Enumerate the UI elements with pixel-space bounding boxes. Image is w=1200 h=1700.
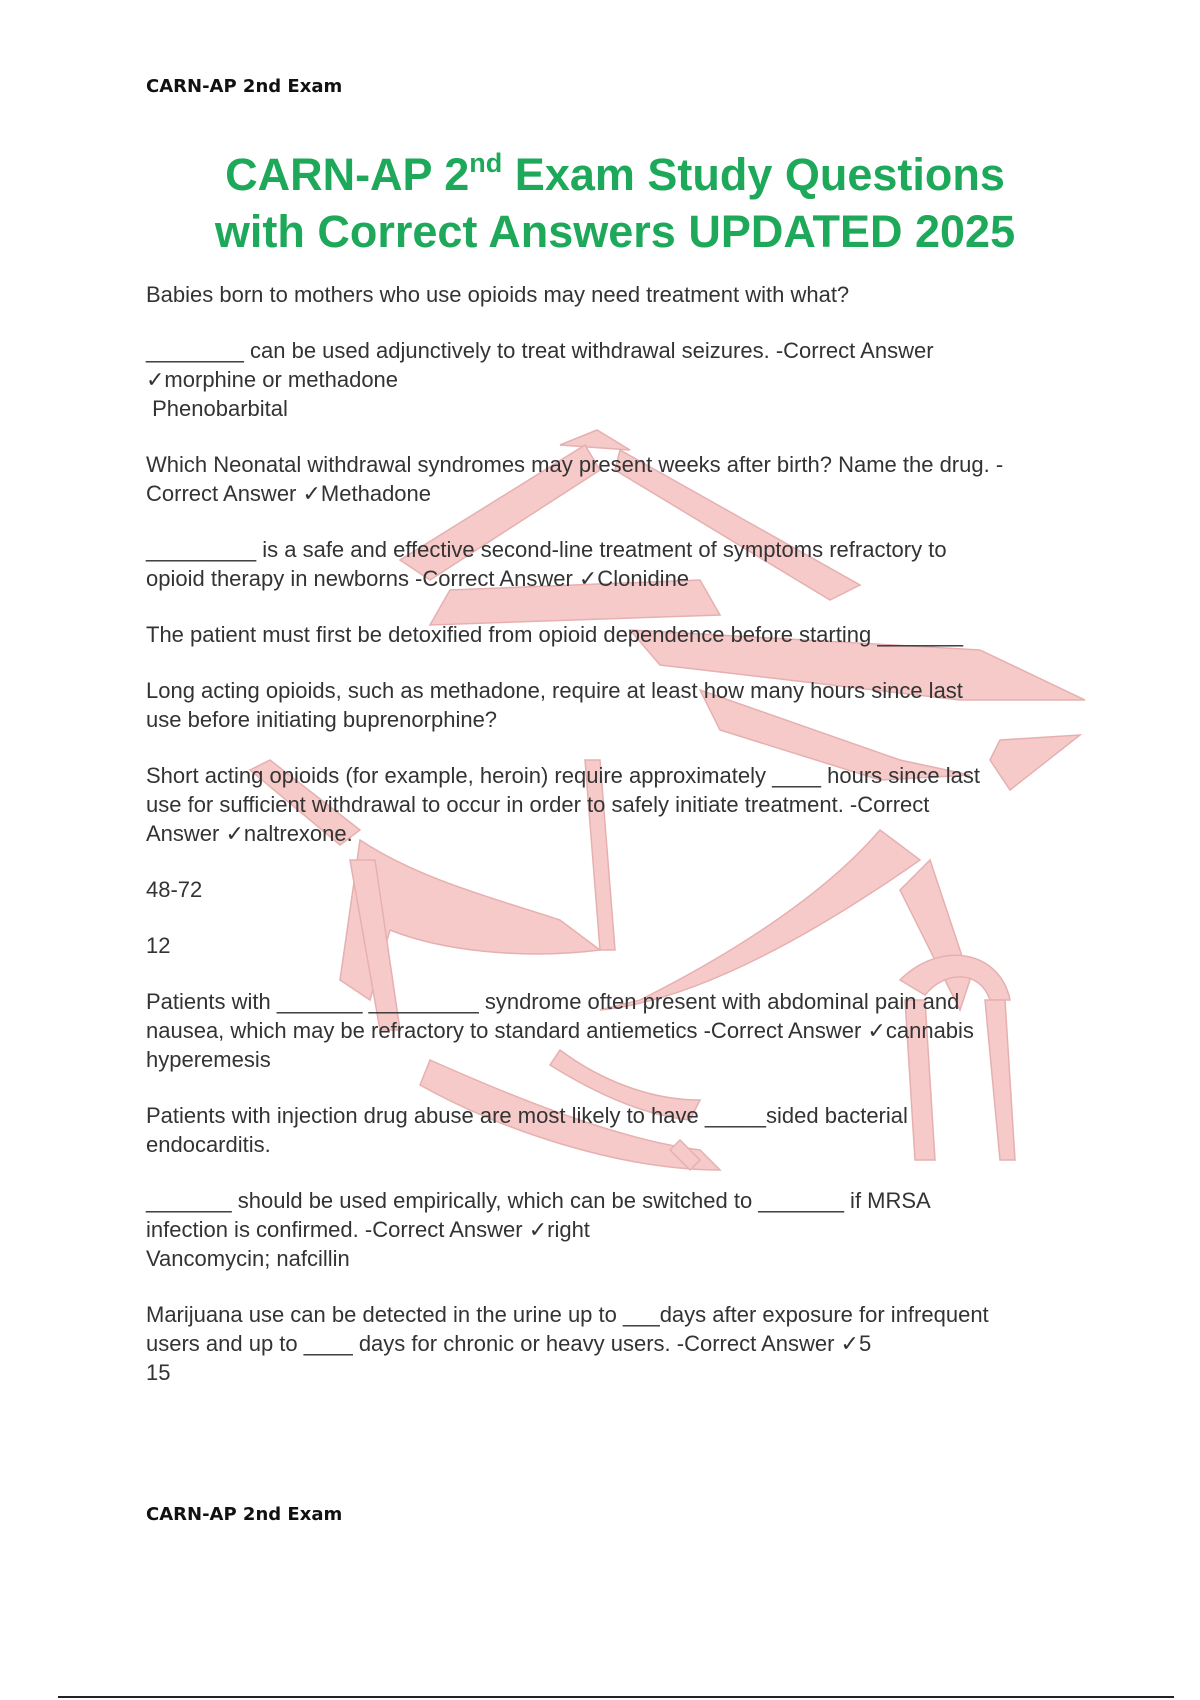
text-line: Which Neonatal withdrawal syndromes may present weeks after birth? Name the drug. - xyxy=(146,452,1004,477)
text-line: Correct Answer ✓Methadone xyxy=(146,481,432,506)
question-paragraph xyxy=(146,987,1096,1074)
text-line: Patients with injection drug abuse are most likely to have _____sided bacterial xyxy=(146,1103,908,1128)
document-title xyxy=(100,146,1130,260)
question-paragraph xyxy=(146,676,1096,734)
text-line: The patient must first be detoxified from opioid dependence before starting _______ xyxy=(146,622,963,647)
text-line: Phenobarbital xyxy=(146,396,288,421)
page-footer: CARN-AP 2nd Exam xyxy=(146,1504,343,1525)
question-paragraph xyxy=(146,535,1096,593)
text-line: 12 xyxy=(146,933,171,958)
text-line: ________ can be used adjunctively to treat withdrawal seizures. -Correct Answer xyxy=(146,338,934,363)
text-line: Marijuana use can be detected in the urine up to ___days after exposure for infrequent xyxy=(146,1302,989,1327)
question-paragraph xyxy=(146,280,1096,309)
text-line: Long acting opioids, such as methadone, require at least how many hours since last xyxy=(146,678,963,703)
text-line: endocarditis. xyxy=(146,1132,271,1157)
text-line: _________ is a safe and effective second-line treatment of symptoms refractory to xyxy=(146,537,947,562)
text-line: 48-72 xyxy=(146,877,203,902)
text-line: users and up to ____ days for chronic or heavy users. -Correct Answer ✓5 xyxy=(146,1331,872,1356)
page-bottom-rule xyxy=(58,1696,1174,1698)
question-paragraph xyxy=(146,450,1096,508)
question-paragraph xyxy=(146,1101,1096,1159)
title-superscript: nd xyxy=(469,148,503,178)
question-paragraph xyxy=(146,336,1096,423)
question-paragraph xyxy=(146,620,1096,649)
question-paragraph xyxy=(146,761,1096,848)
text-line: use before initiating buprenorphine? xyxy=(146,707,498,732)
text-line: Vancomycin; nafcillin xyxy=(146,1246,350,1271)
text-line: nausea, which may be refractory to standard antiemetics -Correct Answer ✓cannabis xyxy=(146,1018,974,1043)
page-header: CARN-AP 2nd Exam xyxy=(146,76,343,97)
text-line: Answer ✓naltrexone. xyxy=(146,821,353,846)
text-line: hyperemesis xyxy=(146,1047,271,1072)
title-line-1-end: Exam Study Questions xyxy=(502,149,1005,200)
question-paragraph xyxy=(146,1300,1096,1387)
text-line: use for sufficient withdrawal to occur in order to safely initiate treatment. -Correct xyxy=(146,792,930,817)
text-line: Patients with _______ _________ syndrome often present with abdominal pain and xyxy=(146,989,960,1014)
text-line: infection is confirmed. -Correct Answer ✓right xyxy=(146,1217,590,1242)
text-line: Babies born to mothers who use opioids may need treatment with what? xyxy=(146,282,850,307)
title-line-1-start: CARN-AP 2 xyxy=(225,149,470,200)
text-line: ✓morphine or methadone xyxy=(146,367,399,392)
text-line: Short acting opioids (for example, heroin) require approximately ____ hours since last xyxy=(146,763,980,788)
title-line-1 xyxy=(100,146,1130,203)
answer-paragraph xyxy=(146,931,1096,960)
text-line: 15 xyxy=(146,1360,171,1385)
answer-paragraph xyxy=(146,875,1096,904)
question-list xyxy=(146,280,1096,1414)
text-line: _______ should be used empirically, which can be switched to _______ if MRSA xyxy=(146,1188,931,1213)
text-line: opioid therapy in newborns -Correct Answer ✓Clonidine xyxy=(146,566,690,591)
title-line-2: with Correct Answers UPDATED 2025 xyxy=(214,206,1016,257)
question-paragraph xyxy=(146,1186,1096,1273)
